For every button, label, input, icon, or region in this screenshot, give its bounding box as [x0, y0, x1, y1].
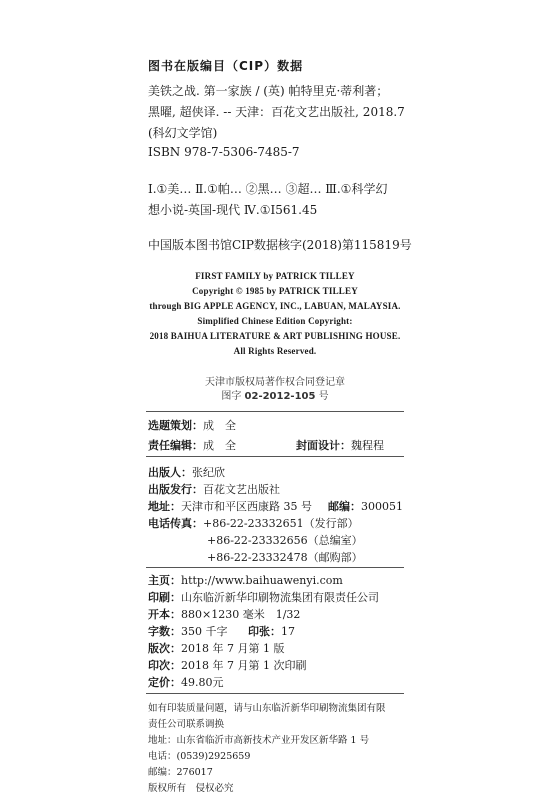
registration-prefix: 图字 [221, 391, 242, 402]
cip-catalog-number: 中国版本图书馆CIP数据核字(2018)第115819号 [148, 238, 412, 252]
homepage-row [148, 572, 343, 588]
editor-label: 责任编辑： [148, 439, 203, 452]
printer-row [148, 589, 379, 605]
edition-row [148, 640, 284, 656]
cover-value: 魏程程 [351, 439, 384, 452]
editor-value: 成 全 [203, 439, 236, 452]
phone-row [148, 515, 359, 531]
registration-code: 02-2012-105 [244, 391, 316, 402]
cip-line: 想小说-英国-现代 Ⅳ.①I561.45 [148, 203, 318, 217]
homepage-label: 主页： [148, 574, 181, 587]
publisher-row [148, 464, 225, 480]
address-row [148, 498, 312, 514]
credit-cover-design [296, 437, 384, 453]
printer-value: 山东临沂新华印刷物流集团有限责任公司 [181, 591, 379, 604]
issuer-value: 百花文艺出版社 [203, 483, 280, 496]
address-label: 地址： [148, 500, 181, 513]
cip-line: Ⅰ.①美… Ⅱ.①帕… ②黑… ③超… Ⅲ.①科学幻 [148, 182, 388, 196]
sheets-row [248, 623, 295, 639]
homepage-value: http://www.baihuawenyi.com [181, 574, 343, 587]
registration-line: 天津市版权局著作权合同登记章 [205, 377, 345, 388]
phone-value: +86-22-23332478（邮购部） [207, 551, 363, 564]
impression-label: 印次： [148, 659, 181, 672]
words-row [148, 623, 228, 639]
zip-value: 300051 [361, 500, 403, 513]
phone-value: +86-22-23332651（发行部） [203, 517, 359, 530]
format-value: 880×1230 毫米 1/32 [181, 608, 301, 621]
notice-line: 邮编：276017 [148, 767, 213, 778]
notice-line: 责任公司联系调换 [148, 719, 225, 730]
cip-title: 图书在版编目（CIP）数据 [148, 59, 304, 73]
cip-isbn: ISBN 978-7-5306-7485-7 [148, 145, 300, 159]
zip-label: 邮编： [328, 500, 361, 513]
impression-value: 2018 年 7 月第 1 次印刷 [181, 659, 307, 672]
sheets-value: 17 [281, 625, 295, 638]
price-value: 49.80元 [181, 676, 224, 689]
format-row [148, 606, 300, 622]
phone-label: 电话传真： [148, 517, 203, 530]
registration-number [0, 387, 550, 402]
impression-row [148, 657, 306, 673]
notice-line: 版权所有 侵权必究 [148, 783, 234, 794]
printer-label: 印刷： [148, 591, 181, 604]
notice-line: 电话：(0539)2925659 [148, 751, 251, 762]
issuer-label: 出版发行： [148, 483, 203, 496]
english-copyright-line: Simplified Chinese Edition Copyright: [197, 316, 353, 326]
format-label: 开本： [148, 608, 181, 621]
sheets-label: 印张： [248, 625, 281, 638]
notice-line: 如有印装质量问题，请与山东临沂新华印刷物流集团有限 [148, 703, 386, 714]
price-label: 定价： [148, 676, 181, 689]
publisher-value: 张纪欣 [192, 466, 225, 479]
english-copyright-line: through BIG APPLE AGENCY, INC., LABUAN, MALAYSIA. [149, 301, 401, 311]
cover-label: 封面设计： [296, 439, 351, 452]
issuer-row [148, 481, 280, 497]
planner-value: 成 全 [203, 419, 236, 432]
zip-row [328, 498, 403, 514]
words-label: 字数： [148, 625, 181, 638]
english-copyright-line: 2018 BAIHUA LITERATURE & ART PUBLISHING HOUSE. [149, 331, 401, 341]
edition-label: 版次： [148, 642, 181, 655]
divider [146, 456, 404, 457]
edition-value: 2018 年 7 月第 1 版 [181, 642, 285, 655]
cip-line: 黑曜, 超侠译. -- 天津：百花文艺出版社, 2018.7 [148, 105, 405, 119]
phone-value: +86-22-23332656（总编室） [207, 534, 363, 547]
english-copyright-line: All Rights Reserved. [233, 346, 317, 356]
cip-line: 美铁之战. 第一家族 / (英) 帕特里克·蒂利著； [148, 84, 389, 98]
registration-suffix: 号 [318, 391, 329, 402]
cip-line: (科幻文学馆) [148, 126, 218, 140]
credit-editor [148, 437, 236, 453]
credit-planner [148, 417, 236, 433]
planner-label: 选题策划： [148, 419, 203, 432]
divider [146, 411, 404, 412]
price-row [148, 674, 224, 690]
publisher-label: 出版人： [148, 466, 192, 479]
divider [146, 693, 404, 694]
divider [146, 567, 404, 568]
notice-line: 地址：山东省临沂市高新技术产业开发区新华路 1 号 [148, 735, 370, 746]
english-copyright-line: FIRST FAMILY by PATRICK TILLEY [195, 271, 355, 281]
english-copyright-line: Copyright © 1985 by PATRICK TILLEY [192, 286, 358, 296]
words-value: 350 千字 [181, 625, 228, 638]
address-value: 天津市和平区西康路 35 号 [181, 500, 312, 513]
